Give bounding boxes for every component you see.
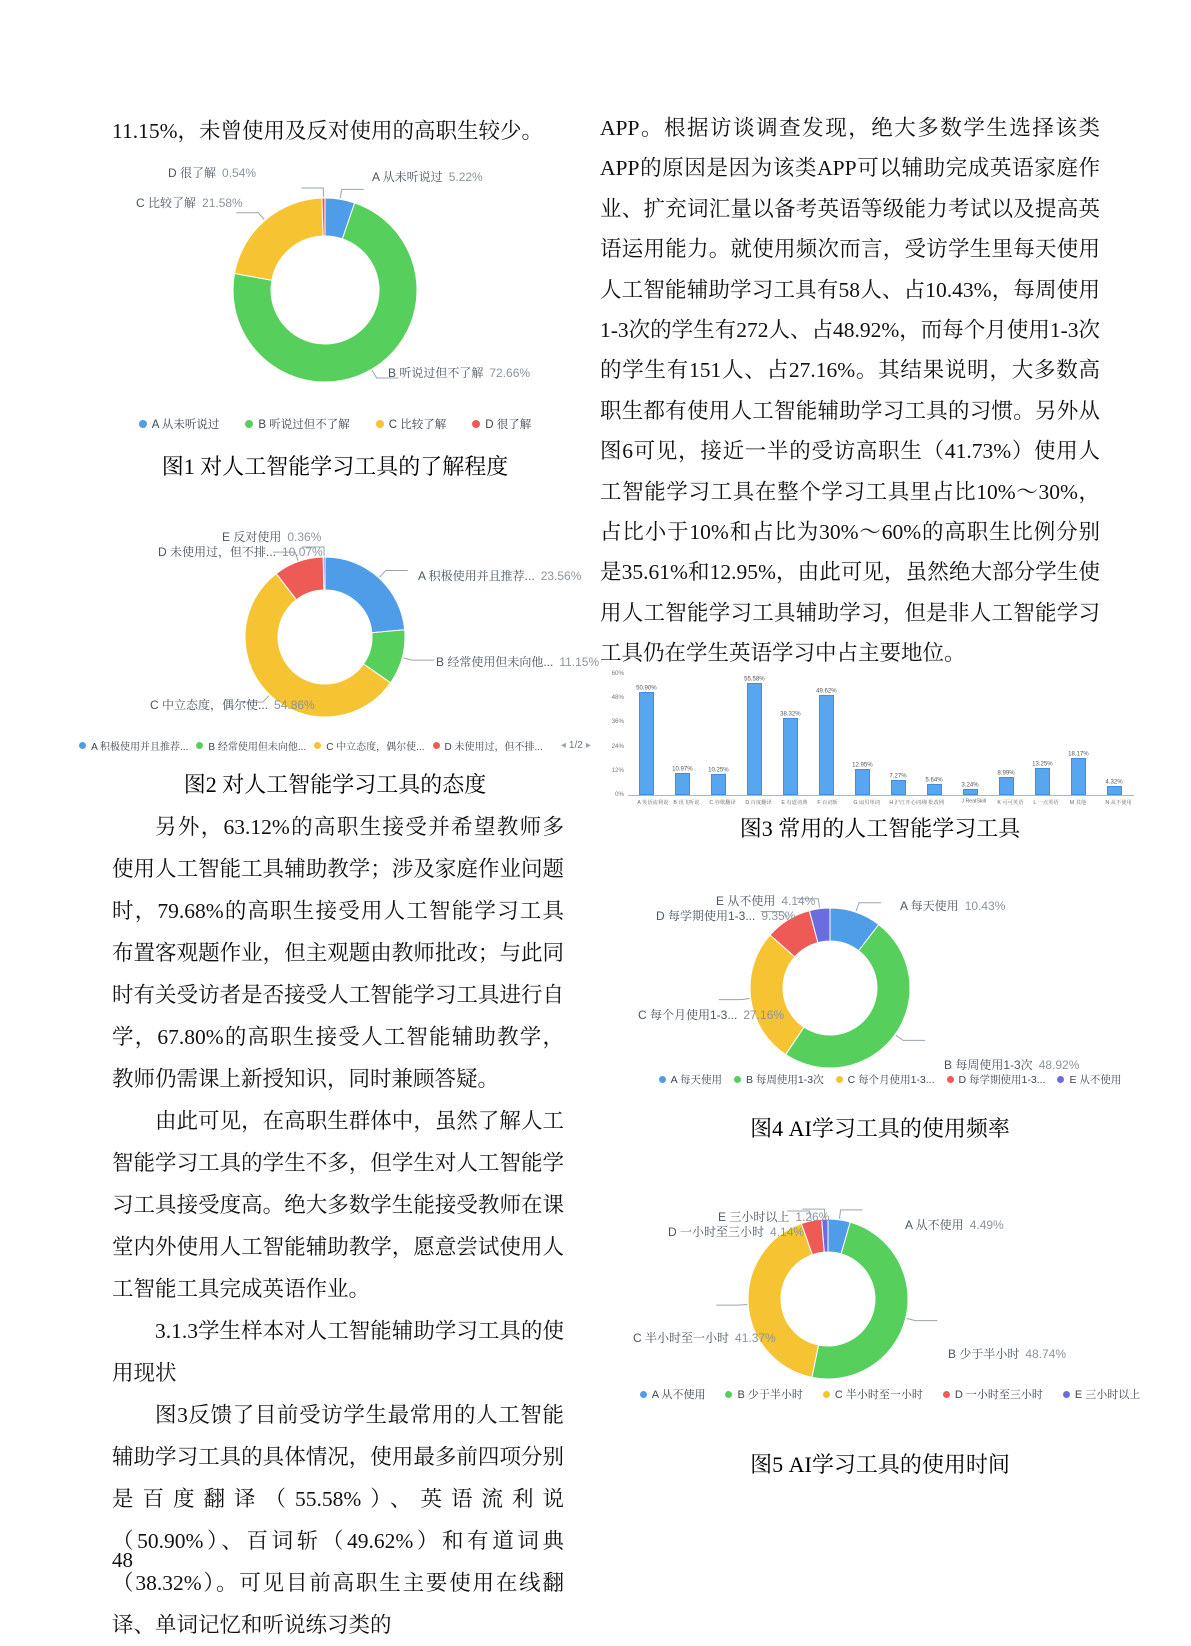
y-axis-tick-label: 12% — [611, 766, 624, 774]
fig4-callout-a — [900, 897, 1005, 914]
fig2-legend — [91, 738, 591, 753]
fig1-donut-chart — [225, 190, 425, 390]
body-paragraph: 另外，63.12%的高职生接受并希望教师多使用人工智能工具辅助教学；涉及家庭作业问题时，79.68%的高职生接受用人工智能学习工具布置客观题作业，但主观题由教师批改；与此同时有关受访者是否接受人工智能学习工具进行自学，67.80%的高职生接受人工智能辅助教学，教师仍需课上新授知识，同时兼顾答疑。 — [112, 815, 564, 1091]
bar — [999, 777, 1014, 795]
callout-value: 41.37% — [735, 1331, 776, 1345]
bar — [1107, 786, 1122, 795]
bar-value-label: 13.25% — [1032, 760, 1053, 768]
bar — [1071, 758, 1086, 795]
bar — [747, 683, 762, 795]
bar-value-label: 49.62% — [816, 687, 837, 694]
bar-value-label: 8.99% — [997, 769, 1015, 776]
figure-1-donut-chart — [100, 158, 570, 458]
callout-value: 11.15% — [559, 655, 600, 669]
callout-label: E 从不使用 — [716, 894, 776, 908]
callout-line — [340, 189, 363, 198]
legend-dot-icon — [659, 1076, 666, 1083]
callout-line — [719, 999, 750, 1000]
legend-label: A 从不使用 — [651, 1389, 706, 1401]
bar — [891, 780, 906, 795]
callout-line — [896, 1035, 925, 1040]
callout-value: 23.56% — [540, 569, 582, 583]
x-axis-category-label: M 其他 — [1069, 799, 1087, 806]
y-axis-tick-label: 36% — [611, 718, 624, 726]
bar-slot — [880, 767, 916, 795]
bar-value-label: 10.25% — [708, 766, 729, 774]
callout-label: D 一小时至三小时 — [668, 1225, 765, 1239]
bar-slot — [700, 761, 736, 795]
legend-item — [376, 416, 447, 432]
callout-label: C 每个月使用1-3... — [638, 1008, 738, 1022]
callout-line — [301, 188, 323, 197]
callout-label: D 每学期使用1-3... — [656, 909, 756, 923]
bar-slot — [916, 771, 952, 795]
fig4-callout-c — [638, 1006, 784, 1023]
bar-slot — [664, 760, 700, 795]
callout-value: 1.26% — [795, 1210, 830, 1224]
callout-label: A 每天使用 — [900, 899, 959, 913]
callout-value: 9.35% — [761, 909, 796, 923]
callout-value: 27.16% — [743, 1008, 785, 1022]
legend-label: D 一小时至三小时 — [954, 1389, 1043, 1401]
fig2-callout-d — [158, 543, 323, 560]
callout-line — [839, 1210, 862, 1219]
callout-value: 5.22% — [448, 170, 483, 184]
legend-next-icon: ▸ — [585, 740, 591, 751]
legend-dot-icon — [823, 1391, 830, 1398]
callout-label: E 三小时以上 — [718, 1210, 790, 1224]
callout-line — [403, 658, 434, 660]
callout-label: B 经常使用但未向他... — [436, 655, 554, 669]
bar — [675, 773, 690, 795]
figure-2-caption: 图2 对人工智能学习工具的态度 — [183, 772, 487, 797]
fig2-callout-c — [150, 696, 315, 713]
fig2-callout-b — [436, 653, 599, 670]
left-column-top-paragraph — [112, 110, 564, 152]
legend-item — [245, 416, 349, 432]
y-axis-tick-label: 48% — [611, 694, 624, 702]
callout-line — [856, 903, 881, 912]
legend-dot-icon — [640, 1391, 647, 1398]
bar-series — [628, 674, 1132, 795]
y-axis-tick-label: 0% — [615, 791, 624, 798]
legend-dot-icon — [734, 1076, 741, 1083]
callout-value: 4.49% — [969, 1218, 1004, 1232]
body-paragraph: 图3反馈了目前受访学生最常用的人工智能辅助学习工具的具体情况，使用最多前四项分别是百度翻译（55.58%）、英语流利说（50.90%）、百词斩（49.62%）和有道词典（38.32%）。可见目前高职生主要使用在线翻译、单词记忆和听说练习类的 — [112, 1403, 564, 1637]
donut-slice — [325, 557, 405, 633]
donut-slice — [323, 557, 325, 590]
callout-label: D 未使用过，但不排... — [158, 545, 277, 559]
legend-dot-icon — [433, 742, 440, 749]
callout-label: C 半小时至一小时 — [633, 1331, 730, 1345]
callout-line — [716, 1305, 747, 1306]
x-axis-category-label: N 从不使用 — [1105, 799, 1132, 806]
x-axis-category-label: L 一点英语 — [1033, 799, 1059, 806]
bar — [1035, 768, 1050, 795]
legend-label: B 少于半小时 — [737, 1389, 803, 1401]
figure-1-caption: 图1 对人工智能学习工具的了解程度 — [161, 454, 509, 479]
callout-label: C 比较了解 — [136, 196, 197, 210]
bar-slot — [988, 764, 1024, 795]
legend-item — [836, 1072, 935, 1087]
bar-slot — [772, 705, 808, 795]
legend-dot-icon — [376, 420, 384, 428]
bar-value-label: 18.17% — [1068, 750, 1089, 758]
legend-label: D 很了解 — [485, 419, 532, 431]
section-heading: 3.1.3学生样本对人工智能辅助学习工具的使用现状 — [112, 1319, 564, 1385]
body-paragraph: 11.15%，未曾使用及反对使用的高职生较少。 — [112, 119, 543, 143]
fig1-legend — [100, 416, 570, 432]
figure-4-caption: 图4 AI学习工具的使用频率 — [750, 1116, 1010, 1141]
legend-dot-icon — [1057, 1076, 1064, 1083]
right-column-body — [600, 108, 1100, 674]
legend-prev-icon: ◂ — [560, 740, 566, 751]
figure-3-bar-chart — [600, 648, 1160, 810]
bar-slot — [844, 756, 880, 795]
x-axis-category-label: B 讯飞听说 — [673, 799, 700, 806]
x-axis-category-label: G 扇贝单词 — [853, 799, 881, 806]
bar-value-label: 7.27% — [889, 772, 907, 780]
x-axis-category-label: E 有道词典 — [781, 799, 808, 806]
fig4-donut-chart — [745, 903, 915, 1073]
callout-value: 21.58% — [202, 196, 243, 210]
x-axis-category-label: I 批改网 — [925, 799, 945, 806]
callout-value: 0.54% — [222, 166, 257, 180]
callout-line — [236, 213, 264, 220]
legend-dot-icon — [139, 420, 147, 428]
legend-dot-icon — [314, 742, 321, 749]
callout-label: A 积极使用并且推荐... — [418, 569, 535, 583]
bar-slot — [1096, 773, 1132, 795]
bar-value-label: 55.58% — [744, 675, 765, 682]
x-axis-category-label: D 百度翻译 — [745, 799, 772, 806]
x-axis-category-label: K 可可英语 — [997, 799, 1024, 806]
fig5-callout-d — [668, 1223, 804, 1240]
figure-2-donut-chart — [91, 512, 600, 774]
bar — [819, 695, 834, 795]
bar — [927, 784, 942, 795]
bar-slot — [628, 679, 664, 795]
legend-label: D 未使用过，但不排... — [444, 742, 543, 753]
fig5-callout-c — [633, 1329, 776, 1346]
legend-label: E 三小时以上 — [1074, 1389, 1141, 1401]
legend-item — [196, 738, 306, 753]
x-axis-category-label: A 英语流利说 — [637, 799, 669, 806]
donut-slice — [235, 198, 324, 280]
callout-label: B 少于半小时 — [948, 1347, 1020, 1361]
legend-label: C 比较了解 — [388, 419, 447, 431]
bar-slot — [952, 776, 988, 796]
callout-label: A 从未听说过 — [372, 170, 443, 184]
x-axis-category-label: F 百词斩 — [817, 799, 838, 806]
legend-item — [1057, 1072, 1121, 1087]
y-axis-tick-label: 24% — [611, 742, 624, 750]
callout-value: 48.74% — [1025, 1347, 1067, 1361]
callout-value: 4.14% — [781, 894, 816, 908]
callout-value: 10.07% — [282, 545, 323, 559]
figure-5-donut-chart — [620, 1172, 1160, 1424]
fig5-callout-b — [948, 1345, 1066, 1362]
legend-dot-icon — [836, 1076, 843, 1083]
bar-slot — [1060, 745, 1096, 795]
callout-value: 54.86% — [274, 698, 315, 712]
fig1-callout-a — [372, 168, 483, 185]
callout-value: 4.14% — [770, 1225, 805, 1239]
bar-value-label: 10.97% — [672, 765, 693, 772]
bar-slot — [1024, 755, 1060, 795]
legend-label: B 经常使用但未向他... — [208, 742, 307, 753]
legend-item — [823, 1386, 923, 1402]
fig3-bar-plot — [600, 648, 1160, 810]
legend-item — [947, 1072, 1046, 1087]
x-axis-category-label: C 谷歌翻译 — [709, 799, 736, 806]
fig1-callout-d — [168, 164, 256, 181]
callout-label: B 每周使用1-3次 — [944, 1058, 1033, 1072]
bar-value-label: 4.32% — [1105, 778, 1123, 786]
bar — [711, 774, 726, 795]
bar — [639, 692, 654, 795]
callout-value: 72.66% — [489, 366, 531, 380]
legend-label: A 每天使用 — [670, 1074, 722, 1086]
callout-label: E 反对使用 — [222, 530, 282, 544]
legend-dot-icon — [196, 742, 203, 749]
callout-line — [907, 1318, 938, 1320]
x-axis-line — [628, 795, 1134, 796]
donut-slice — [748, 1224, 819, 1378]
legend-dot-icon — [1063, 1391, 1070, 1398]
legend-page-label: 1/2 — [568, 740, 583, 751]
callout-label: A 从不使用 — [905, 1218, 964, 1232]
legend-item — [640, 1386, 706, 1402]
left-column-body — [112, 806, 564, 1646]
legend-dot-icon — [472, 420, 480, 428]
fig2-callout-a — [418, 567, 581, 584]
legend-item — [79, 738, 188, 753]
legend-dot-icon — [943, 1391, 950, 1398]
legend-dot-icon — [725, 1391, 732, 1398]
legend-label: C 半小时至一小时 — [834, 1389, 923, 1401]
legend-label: A 积极使用并且推荐... — [91, 742, 189, 753]
bar-value-label: 12.95% — [852, 761, 873, 768]
bar-value-label: 38.32% — [780, 710, 801, 717]
legend-label: C 每个月使用1-3... — [847, 1074, 935, 1086]
callout-label: B 听说过但不了解 — [388, 366, 484, 380]
callout-value: 0.36% — [287, 530, 322, 544]
legend-label: C 中立态度，偶尔使... — [326, 742, 425, 753]
legend-label: B 听说过但不了解 — [258, 419, 350, 431]
body-paragraph: 由此可见，在高职生群体中，虽然了解人工智能学习工具的学生不多，但学生对人工智能学习工具接受度高。绝大多数学生能接受教师在课堂内外使用人工智能辅助教学，愿意尝试使用人工智能工具完成英语作业。 — [112, 1109, 564, 1301]
fig5-callout-a — [905, 1216, 1004, 1233]
legend-item — [314, 738, 424, 753]
x-axis-category-label: H 沪江开心词场 — [889, 799, 927, 806]
fig1-callout-c — [136, 194, 243, 211]
legend-item — [433, 738, 543, 753]
legend-dot-icon — [245, 420, 253, 428]
legend-label: B 每周使用1-3次 — [745, 1074, 824, 1086]
legend-dot-icon — [79, 742, 86, 749]
legend-pagination — [561, 740, 591, 751]
legend-item — [734, 1072, 824, 1087]
body-paragraph: APP。根据访谈调查发现，绝大多数学生选择该类APP的原因是因为该类APP可以辅助完成英语家庭作业、扩充词汇量以备考英语等级能力考试以及提高英语运用能力。就使用频次而言，受访学生里每天使用人工智能辅助学习工具有58人、占10.43%，每周使用1-3次的学生有272人、占48.92%，而每个月使用1-3次的学生有151人、占27.16%。其结果说明，大多数高职生都有使用人工智能辅助学习工具的习惯。另外从图6可见，接近一半的受访高职生（41.73%）使用人工智能学习工具在整个学习工具里占比10%～30%，占比小于10%和占比为30%～60%的高职生比例分别是35.61%和12.95%，由此可见，虽然绝大部分学生使用人工智能学习工具辅助学习，但是非人工智能学习工具仍在学生英语学习中占主要地位。 — [600, 116, 1100, 666]
bar-value-label: 50.90% — [636, 684, 657, 692]
bar-value-label: 3.24% — [961, 780, 979, 788]
figure-3-caption: 图3 常用的人工智能学习工具 — [739, 816, 1021, 841]
bar-slot — [736, 670, 772, 795]
legend-item — [472, 416, 531, 432]
legend-label: D 每学期使用1-3... — [958, 1074, 1046, 1086]
callout-value: 10.43% — [964, 899, 1006, 913]
callout-label: D 很了解 — [168, 166, 217, 180]
fig4-callout-b — [944, 1056, 1079, 1073]
y-axis-tick-label: 60% — [611, 670, 624, 677]
fig5-legend — [620, 1386, 1160, 1402]
legend-item — [725, 1386, 802, 1402]
x-axis-category-label: J RealSkill — [961, 798, 987, 804]
legend-item — [659, 1072, 722, 1087]
fig4-callout-d — [656, 907, 795, 924]
fig1-callout-b — [388, 364, 530, 381]
figure-4-donut-chart — [620, 858, 1160, 1110]
legend-label: A 从未听说过 — [151, 419, 220, 431]
callout-value: 48.92% — [1038, 1058, 1080, 1072]
callout-line — [380, 571, 408, 578]
fig4-legend — [620, 1072, 1160, 1087]
callout-label: C 中立态度，偶尔使... — [150, 698, 269, 712]
legend-dot-icon — [947, 1076, 954, 1083]
legend-label: E 从不使用 — [1069, 1074, 1122, 1086]
legend-item — [1063, 1386, 1140, 1402]
bar-slot — [808, 682, 844, 795]
bar — [783, 718, 798, 795]
bar-value-label: 5.64% — [925, 776, 943, 783]
figure-5-caption: 图5 AI学习工具的使用时间 — [750, 1452, 1010, 1477]
legend-item — [139, 416, 220, 432]
legend-item — [943, 1386, 1043, 1402]
bar — [855, 769, 870, 795]
page-number: 48 — [112, 1548, 133, 1572]
